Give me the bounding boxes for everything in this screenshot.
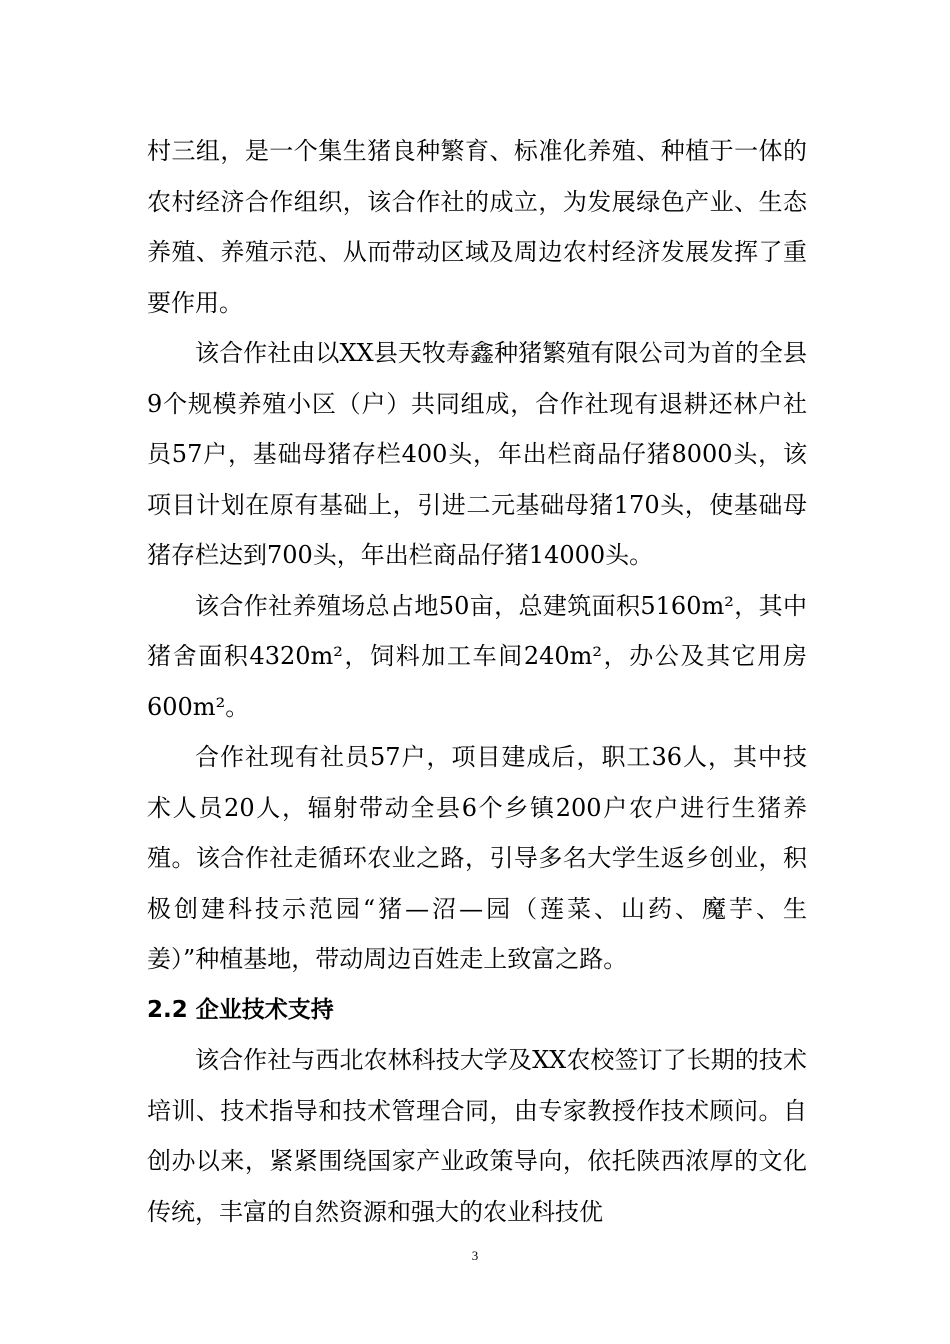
paragraph-farm-area: 该合作社养殖场总占地50亩，总建筑面积5160m²，其中猪舍面积4320m²，饲料加工车间240m²，办公及其它用房600m²。 (147, 591, 807, 721)
section-heading: 2.2 企业技术支持 (147, 996, 334, 1023)
paragraph-cooperative-members: 该合作社由以XX县天牧寿鑫种猪繁殖有限公司为首的全县9个规模养殖小区（户）共同组成，合作社现有退耕还林户社员57户，基础母猪存栏400头，年出栏商品仔猪8000头，该项目计划在原有基础上，引进二元基础母猪170头，使基础母猪存栏达到700头，年出栏商品仔猪14000头。 (147, 339, 807, 569)
paragraph-staff-and-impact: 合作社现有社员57户，项目建成后，职工36人，其中技术人员20人，辐射带动全县6个乡镇200户农户进行生猪养殖。该合作社走循环农业之路，引导多名大学生返乡创业，积极创建科技示范园“猪—沼—园（莲菜、山药、魔芋、生姜）”种植基地，带动周边百姓走上致富之路。 (147, 743, 807, 973)
paragraph-cooperative-intro: 村三组，是一个集生猪良种繁育、标准化养殖、种植于一体的农村经济合作组织，该合作社的成立，为发展绿色产业、生态养殖、养殖示范、从而带动区域及周边农村经济发展发挥了重要作用。 (147, 137, 807, 317)
page-number: 3 (471, 1248, 479, 1263)
paragraph-technical-support: 该合作社与西北农林科技大学及XX农校签订了长期的技术培训、技术指导和技术管理合同，由专家教授作技术顾问。自创办以来，紧紧围绕国家产业政策导向，依托陕西浓厚的文化传统，丰富的自然资源和强大的农业科技优 (147, 1046, 807, 1226)
document-body (147, 126, 807, 1237)
